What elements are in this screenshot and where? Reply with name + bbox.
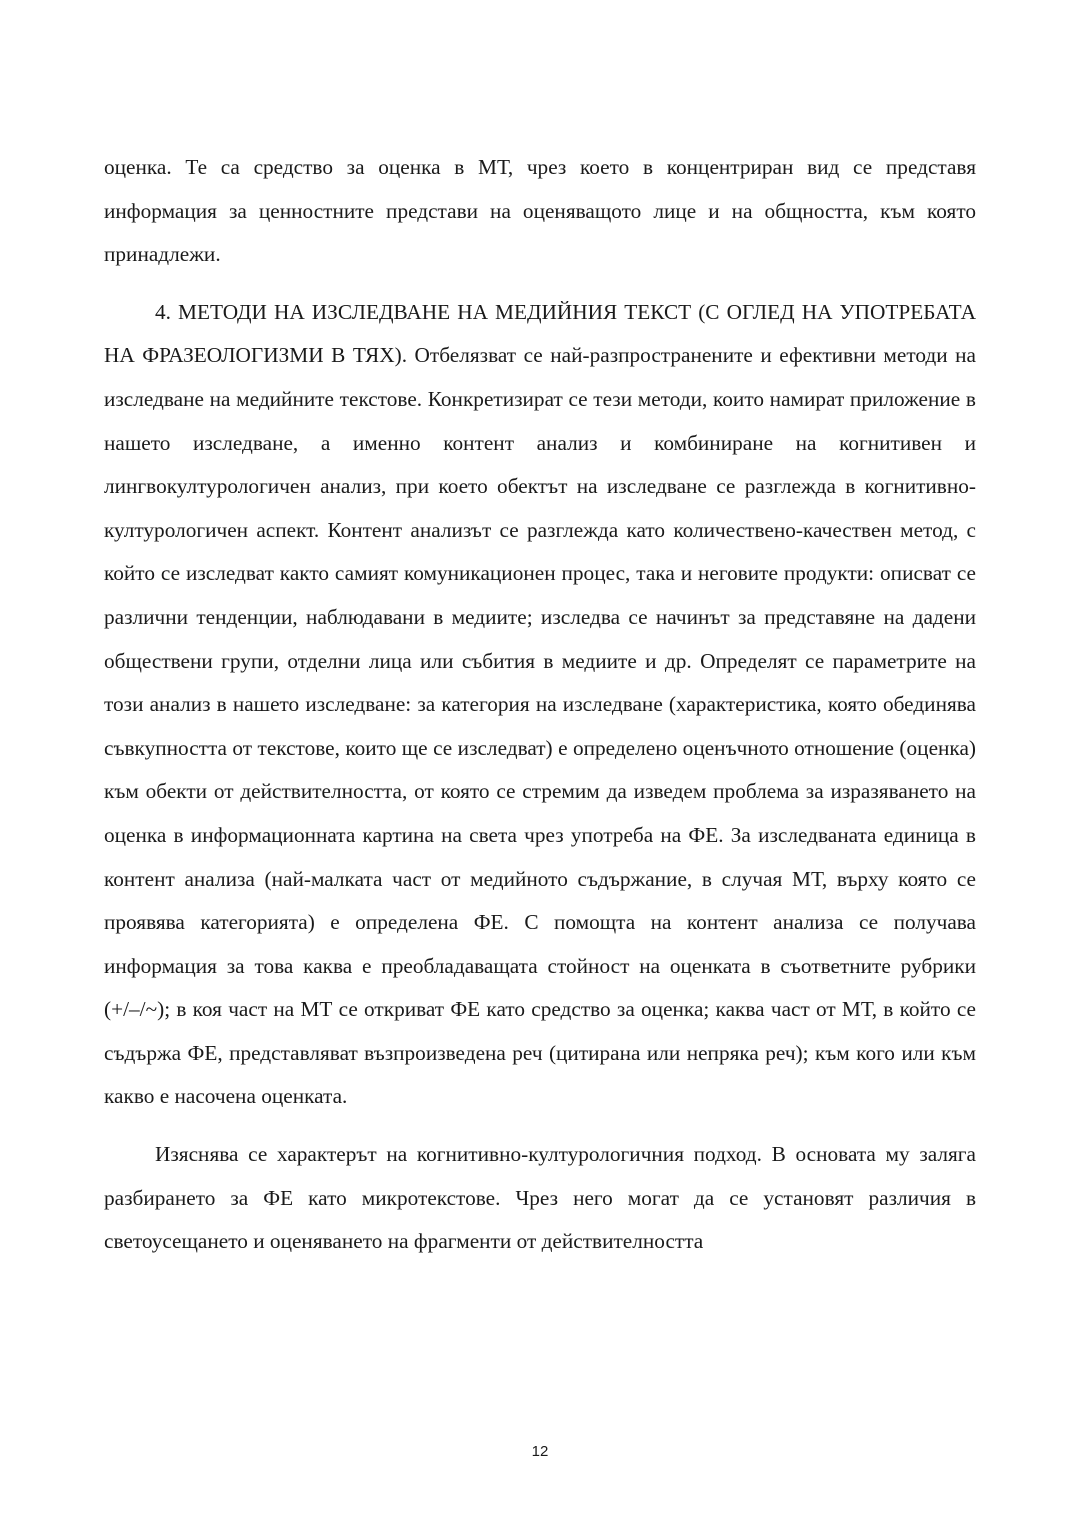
paragraph-methods: 4. МЕТОДИ НА ИЗСЛЕДВАНЕ НА МЕДИЙНИЯ ТЕКСТ (С ОГЛЕД НА УПОТРЕБАТА НА ФРАЗЕОЛОГИЗМИ В ТЯХ). Отбелязват се най-разпространените и ефективни методи на изследване на медийните текстове. Конкретизират се тези методи, които намират приложение в нашето изследване, а именно контент анализ и комбиниране на когнитивен и лингвокултурологичен анализ, при което обектът на изследване се разглежда в когнитивно-културологичен аспект. Контент анализът се разглежда като количествено-качествен метод, с който се изследват както самият комуникационен процес, така и неговите продукти: описват се различни тенденции, наблюдавани в медиите; изследва се начинът за представяне на дадени обществени групи, отделни лица или събития в медиите и др. Определят се параметрите на този анализ в нашето изследване: за категория на изследване (характеристика, която обединява съвкупността от текстове, които ще се изследват) е определено оценъчното отношение (оценка) към обекти от действителността, от която се стремим да изведем проблема за изразяването на оценка в информационната картина на света чрез употреба на ФЕ. За изследваната единица в контент анализа (най-малката част от медийното съдържание, в случая МТ, върху която се проявява категорията) е определена ФЕ. С помощта на контент анализа се получава информация за това каква е преобладаващата стойност на оценката в съответните рубрики (+/–/~); в коя част на МТ се откриват ФЕ като средство за оценка; каква част от МТ, в който се съдържа ФЕ, представляват възпроизведена реч (цитирана или непряка реч); към кого или към какво е насочена оценката. (104, 299, 976, 1109)
paragraph-cognitive-approach: Изяснява се характерът на когнитивно-културологичния подход. В основата му залягa разбирането за ФЕ като микротекстове. Чрез него могат да се установят различия в светоусещането и оценяването на фрагменти от действителността (104, 1142, 976, 1254)
page-number: 12 (531, 1443, 549, 1460)
body-text (104, 146, 976, 1264)
paragraph-continuation: оценка. Те са средство за оценка в МТ, чрез което в концентриран вид се представя информация за ценностните представи на оценяващото лице и на общността, към която принадлежи. (104, 155, 976, 267)
